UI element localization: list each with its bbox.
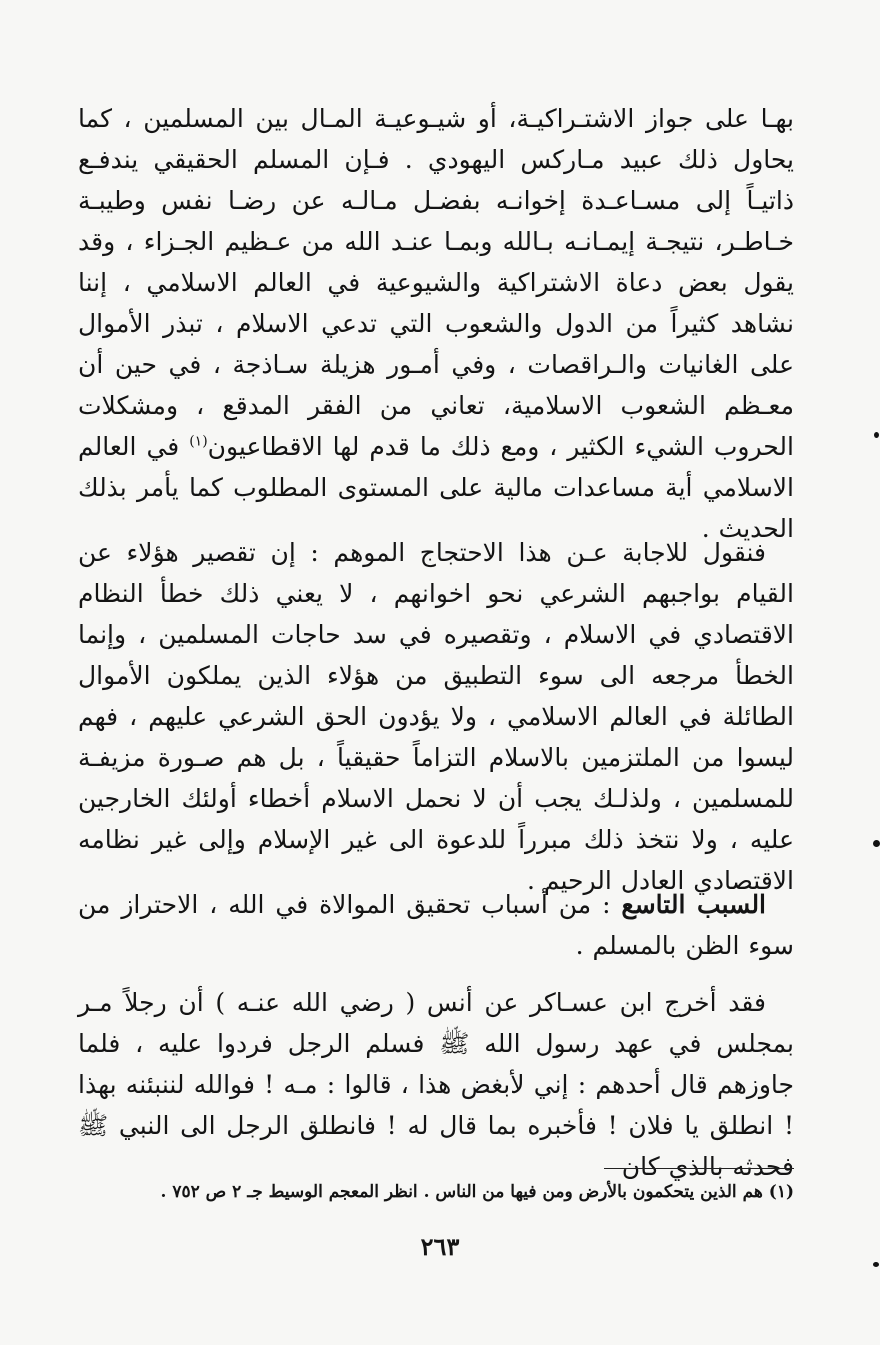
scan-speck — [874, 432, 879, 438]
scan-speck — [873, 1262, 879, 1267]
footnote-reference: (١) — [189, 433, 208, 450]
footnote-divider — [604, 1168, 794, 1169]
paragraph-3 — [78, 884, 794, 966]
paragraph-3-text: : من أسباب تحقيق الموالاة في الله ، الاحتراز من سوء الظن بالمسلم . — [78, 890, 794, 960]
paragraph-1-text: بهـا على جواز الاشتـراكيـة، أو شيـوعيـة المـال بين المسلمين ، كما يحاول ذلك عبيد مـاركس اليهودي . فـإن المسلم الحقيقي يندفـع ذاتيـاً إلى مسـاعـدة إخوانـه بفضـل مـالـه عن رضـا نفس وطيبـة خـاطـر، نتيجـة إيمـانـه بـالله وبمـا عنـد الله من عـظيم الجـزاء ، وقد يقول بعض دعاة الاشتراكية والشيوعية في العالم الاسلامي ، إننا نشاهد كثيراً من الدول والشعوب التي تدعي الاسلام ، تبذر الأموال على الغانيات والـراقصات ، وفي أمـور هزيلة سـاذجة ، في حين أن معـظم الشعوب الاسلامية، تعاني من الفقر المدقع ، ومشكلات الحروب الشيء الكثير ، ومع ذلك ما قدم لها الاقطاعيون — [78, 104, 794, 461]
section-heading: السبب التاسع — [621, 890, 767, 919]
paragraph-4: فقد أخرج ابن عسـاكر عن أنس ( رضي الله عنـه ) أن رجلاً مـر بمجلس في عهد رسول الله ﷺ فسلم الرجل فردوا عليه ، فلما جاوزهم قال أحدهم : إني لأبغض هذا ، قالوا : مـه ! فوالله لننبئنه بهذا ! انطلق يا فلان ! فأخبره بما قال له ! فانطلق الرجل الى النبي ﷺ فحدثه بالذي كان — [78, 988, 794, 1181]
footnote: (١) هم الذين يتحكمون بالأرض ومن فيها من الناس . انظر المعجم الوسيط جـ ٢ ص ٧٥٢ . — [160, 1182, 794, 1202]
paragraph-2: فنقول للاجابة عـن هذا الاحتجاج الموهم : إن تقصير هؤلاء عن القيام بواجبهم الشرعي نحو اخوانهم ، لا يعني ذلك خطأ النظام الاقتصادي في الاسلام ، وتقصيره في سد حاجات المسلمين ، وإنما الخطأ مرجعه الى سوء التطبيق من هؤلاء الذين يملكون الأموال الطائلة في العالم الاسلامي ، ولا يؤدون الحق الشرعي عليهم ، فهم ليسوا من الملتزمين بالاسلام التزاماً حقيقياً ، بل هم صـورة مزيفـة للمسلمين ، ولذلـك يجب أن لا نحمل الاسلام أخطاء أولئك الخارجين عليه ، ولا نتخذ ذلك مبرراً للدعوة الى غير الإسلام وإلى غير نظامه الاقتصادي العادل الرحيم . — [78, 538, 794, 895]
paragraph-1 — [78, 98, 794, 549]
paragraph-1-end: في العالم الاسلامي أية مساعدات مالية على المستوى المطلوب كما يأمر بذلك الحديث . — [78, 432, 794, 543]
scan-speck — [873, 840, 880, 847]
page-number: ٢٦٣ — [420, 1232, 460, 1261]
